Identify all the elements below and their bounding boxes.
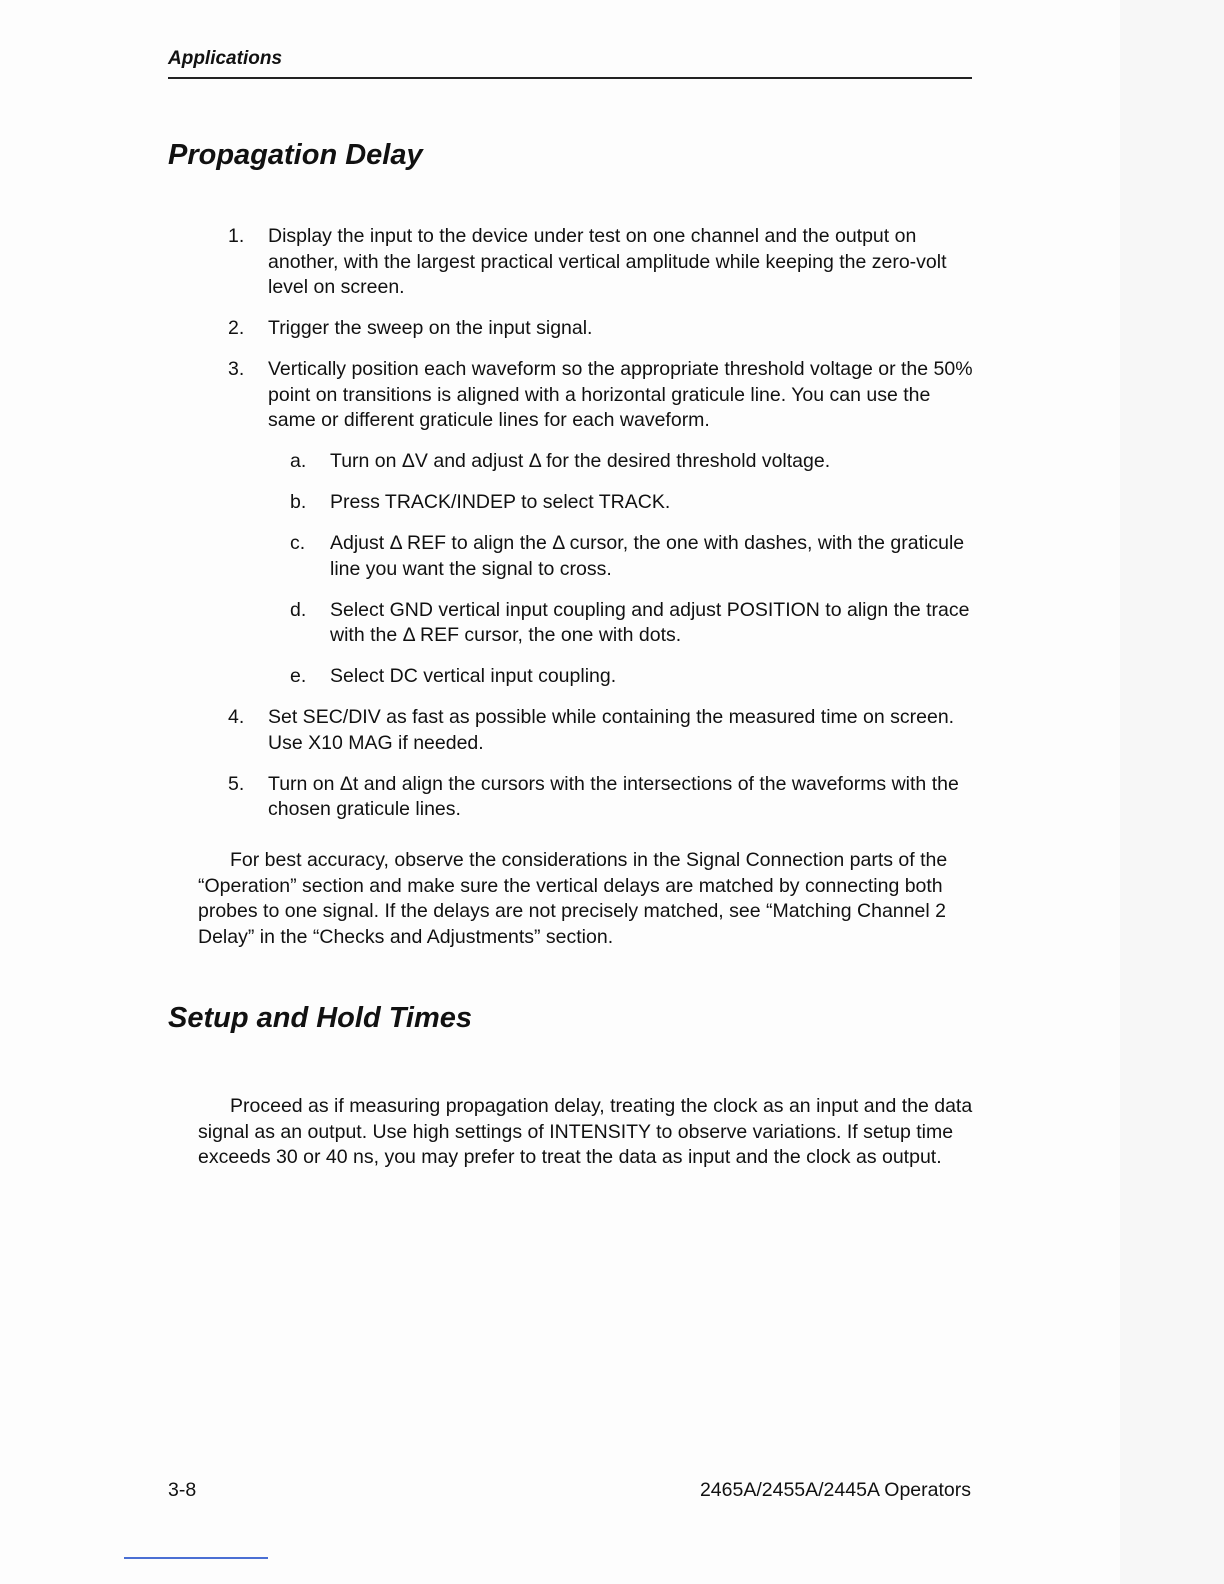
- substeps: [268, 449, 980, 690]
- step-text: Set SEC/DIV as fast as possible while containing the measured time on screen. Use X10 MAG if needed.: [268, 706, 955, 754]
- substep-text: Press TRACK/INDEP to select TRACK.: [330, 491, 671, 513]
- substep-text: Select GND vertical input coupling and adjust POSITION to align the trace with the Δ REF cursor, the one with dots.: [330, 598, 970, 646]
- substep-text: Adjust Δ REF to align the Δ cursor, the one with dashes, with the graticule line you want the signal to cross.: [330, 532, 965, 580]
- substep-letter: c.: [290, 532, 306, 554]
- step-number: 5.: [228, 772, 245, 795]
- substep-letter: e.: [290, 665, 307, 687]
- step-4: [190, 705, 980, 756]
- substep-b: [268, 490, 980, 516]
- section-title-setup-hold: Setup and Hold Times: [168, 1002, 473, 1034]
- step-1: [190, 224, 980, 301]
- step-number: 1.: [228, 225, 245, 247]
- scan-artifact-line: [124, 1557, 268, 1559]
- step-text: Trigger the sweep on the input signal.: [268, 317, 593, 339]
- substep-c: [268, 531, 980, 582]
- substep-e: [268, 664, 980, 690]
- substep-text: Select DC vertical input coupling.: [330, 665, 617, 687]
- accuracy-paragraph: For best accuracy, observe the considerations in the Signal Connection parts of the “Operation” section and make sure the vertical delays are matched by connecting both probes to one signal. If the delays are not precisely matched, see “Matching Channel 2 Delay” in the “Checks and Adjustments” section.: [198, 849, 948, 948]
- step-5: [190, 772, 980, 823]
- manual-title: 2465A/2455A/2445A Operators: [699, 1479, 971, 1501]
- page-number: 3-8: [168, 1479, 197, 1501]
- step-3: [190, 357, 980, 690]
- step-2: [190, 316, 980, 342]
- header-rule: [168, 77, 972, 79]
- procedure-steps: [190, 224, 980, 838]
- step-text: Turn on Δt and align the cursors with the intersections of the waveforms with the chosen graticule lines.: [268, 772, 959, 820]
- substep-letter: d.: [290, 598, 307, 621]
- substep-letter: a.: [290, 450, 307, 472]
- substep-a: [268, 449, 980, 475]
- step-number: 3.: [228, 358, 245, 380]
- running-head: Applications: [168, 48, 283, 69]
- step-number: 4.: [228, 706, 245, 728]
- substep-d: [268, 598, 980, 649]
- section-title-propagation-delay: Propagation Delay: [168, 139, 423, 171]
- substep-letter: b.: [290, 491, 307, 513]
- setup-hold-paragraph: Proceed as if measuring propagation delay, treating the clock as an input and the data signal as an output. Use high settings of INTENSITY to observe variations. If setup time exceeds 30 or 40 ns, you may prefer to treat the data as input and the clock as output.: [198, 1095, 973, 1168]
- substep-text: Turn on ΔV and adjust Δ for the desired threshold voltage.: [330, 450, 831, 472]
- step-text: Display the input to the device under test on one channel and the output on another, with the largest practical vertical amplitude while keeping the zero-volt level on screen.: [268, 225, 947, 298]
- step-text: Vertically position each waveform so the appropriate threshold voltage or the 50% point on transitions is aligned with a horizontal graticule line. You can use the same or different graticule lines for each waveform.: [268, 358, 973, 431]
- step-number: 2.: [228, 317, 245, 339]
